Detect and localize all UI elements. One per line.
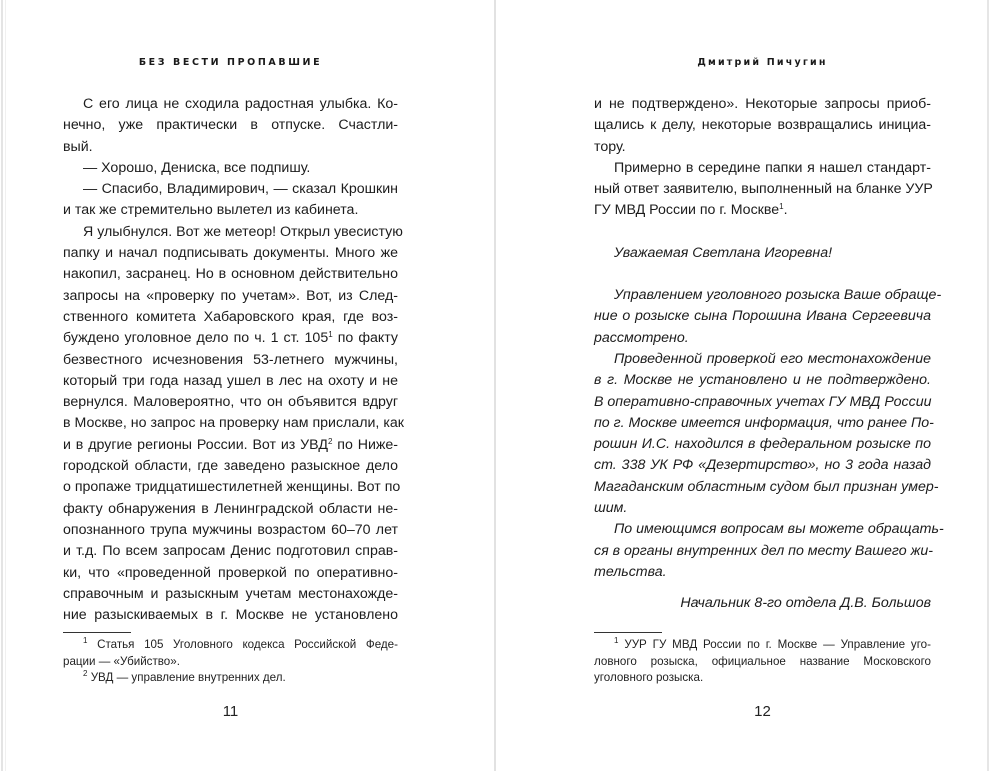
text-line: факту обнаружения в Ленинградской области не- (63, 500, 398, 517)
letter-salutation: Уважаемая Светлана Игоревна! (614, 244, 833, 261)
footnote-1-cont: уголовного розыска. (594, 671, 704, 685)
text-line: запросы на «проверку по учетам». Вот, из След- (63, 287, 398, 304)
text-line: вернулся. Маловероятно, что он объявится вдруг (63, 394, 398, 411)
letter-line: рассмотрено. (594, 329, 689, 346)
text-fragment: ГУ МВД России по г. Москве (594, 202, 780, 219)
letter-line: ст. 338 УК РФ «Дезертирство», но 3 года назад (594, 457, 931, 474)
text-line: щались к делу, некоторые возвращались инициа- (594, 117, 931, 134)
letter-line: Магаданским областным судом был признан умер- (594, 478, 939, 495)
page-edge-right (987, 0, 989, 771)
footnote-separator (594, 632, 662, 633)
letter-line: В оперативно-справочных учетах ГУ МВД России (594, 393, 932, 410)
text-line: ние разыскиваемых в г. Москве не установлено (63, 607, 398, 624)
footnote-2 (63, 670, 398, 687)
text-line: Примерно в середине папки я нашел стандарт- (614, 159, 931, 176)
text-fragment: и в другие регионы России. Вот из УВД (63, 436, 328, 453)
footnote-1-cont: рации — «Убийство». (63, 654, 180, 668)
text-line: ственного комитета Хабаровского края, где воз- (63, 308, 398, 325)
text-line-with-footnote (63, 435, 398, 456)
left-page-body (63, 94, 404, 626)
text-line: нечно, уже практически в отпуске. Счастли- (63, 117, 398, 134)
footnote-mark: 1 (614, 636, 619, 645)
footnote-ref-1[interactable]: 1 (328, 330, 333, 340)
right-footnotes (594, 637, 931, 687)
footnote-1 (63, 637, 398, 654)
text-line-with-footnote: ГУ МВД России по г. Москве$^1$. (594, 202, 788, 219)
spacer (594, 264, 931, 285)
text-line: и не подтверждено». Некоторые запросы приоб- (594, 96, 931, 112)
footnote-text: УВД — управление внутренних дел. (90, 671, 286, 685)
text-line: папку и начал подписывать документы. Много же (63, 245, 398, 262)
right-page (594, 0, 944, 771)
letter-line: Проведенной проверкой его местонахождение (614, 350, 931, 367)
text-line: накопил, засранец. Но в основном действительно (63, 266, 398, 283)
text-line: справочным и разыскным учетам местонахожде- (63, 585, 398, 602)
letter-line: Управлением уголовного розыска Ваше обраще- (614, 287, 942, 304)
page-number: 11 (222, 703, 239, 720)
text-fragment: по Ниже- (332, 436, 399, 453)
footnote-text: УУР ГУ МВД России по г. Москве — Управление уго- (624, 638, 931, 651)
page-number: 12 (754, 703, 771, 720)
center-gutter (494, 0, 496, 771)
letter-line: по г. Москве имеется информация, что ранее По- (594, 414, 934, 431)
page-edge-left-inner (5, 0, 6, 771)
dialogue-line: — Хорошо, Дениска, все подпишу. (83, 159, 311, 176)
footnote-text: Статья 105 Уголовного кодекса Российской Феде- (97, 638, 398, 651)
footnote-ref-2[interactable]: 2 (327, 436, 333, 446)
text-line: о пропаже тридцатишестилетней женщины. Вот по (63, 479, 401, 496)
text-line: городской области, где заведено разыскное дело (63, 458, 398, 475)
text-line: тору. (594, 138, 626, 155)
text-line: Я улыбнулся. Вот же метеор! Открыл увесистую (83, 223, 403, 240)
text-line: и т.д. По всем запросам Денис подготовил справ- (63, 543, 398, 560)
running-head-title: БЕЗ ВЕСТИ ПРОПАВШИЕ (138, 57, 323, 68)
letter-line: По имеющимся вопросам вы можете обращать- (614, 521, 944, 538)
text-fragment: буждено уголовное дело по ч. 1 ст. 105 (63, 330, 329, 347)
footnote-mark: 2 (83, 669, 88, 679)
footnote-mark: 1 (83, 636, 88, 645)
text-line: ный ответ заявителю, выполненный на бланке УУР (594, 181, 933, 198)
text-line: С его лица не сходила радостная улыбка. Ко- (83, 96, 398, 112)
letter-block (594, 243, 944, 615)
left-page (63, 0, 404, 771)
footnote-1 (594, 637, 931, 654)
left-footnotes (63, 637, 398, 687)
text-line-with-footnote (63, 328, 398, 349)
dialogue-line: — Спасибо, Владимирович, — сказал Крошкин (83, 181, 398, 198)
letter-line: ние о розыске сына Порошина Ивана Сергеевича (594, 308, 931, 325)
footnote-separator (63, 632, 131, 633)
spacer (594, 222, 931, 243)
letter-signature: Начальник 8-го отдела Д.В. Большов (680, 595, 931, 612)
text-line: безвестного исчезновения 53-летнего мужчины, (63, 351, 398, 368)
text-line: ки, что «проведенной проверкой по оперативно- (63, 564, 398, 581)
text-line: в Москве, но запрос на проверку нам прислали, как (63, 415, 404, 432)
text-line: и так же стремительно вылетел из кабинета. (63, 202, 359, 219)
text-line: опознанного трупа мужчины возрастом 60–70 лет (63, 521, 398, 538)
letter-line: рошин И.С. находился в федеральном розыске по (594, 436, 931, 453)
right-page-body (594, 94, 944, 615)
letter-line: в г. Москве не установлено и не подтверждено. (594, 372, 931, 389)
footnote-1-cont: ловного розыска, официальное название Московского (594, 654, 931, 668)
letter-line: шим. (594, 500, 628, 517)
spacer (594, 583, 931, 593)
letter-line: тельства. (594, 563, 667, 580)
letter-line: ся в органы внутренних дел по месту Вашего жи- (594, 542, 933, 559)
page-edge-left (1, 0, 3, 771)
footnote-ref-1[interactable]: 1 (779, 202, 784, 212)
text-line: вый. (63, 138, 93, 155)
text-fragment: по факту (332, 330, 399, 347)
running-head-author: Дмитрий Пичугин (697, 57, 828, 68)
text-line: который три года назад ушел в лес на охоту и не (63, 372, 398, 389)
